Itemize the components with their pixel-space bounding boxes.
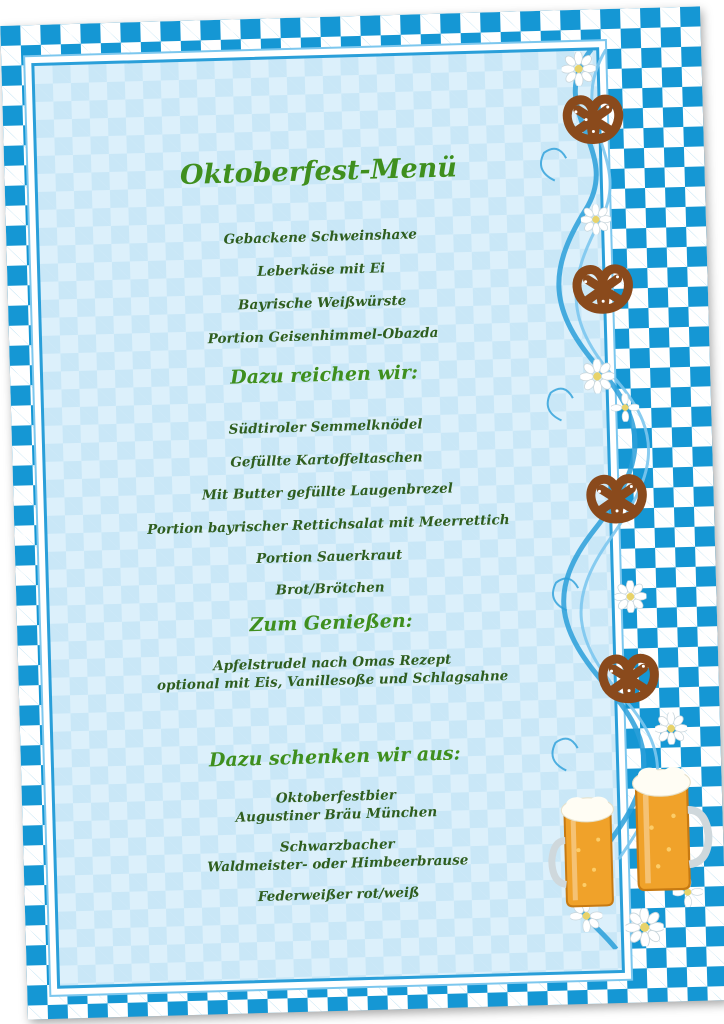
- pretzel-icon: [581, 468, 653, 530]
- side-item: Südtiroler Semmelknödel: [228, 416, 423, 438]
- menu-item: Leberkäse mit Ei: [257, 260, 386, 280]
- edelweiss-icon: [655, 712, 688, 745]
- edelweiss-icon: [580, 204, 611, 235]
- edelweiss-icon: [614, 580, 647, 613]
- menu-sheet: [0, 6, 724, 1019]
- drink-line: Oktoberfestbier: [275, 787, 397, 807]
- pretzel-icon: [567, 258, 639, 320]
- menu-item: Gebackene Schweinshaxe: [223, 226, 418, 248]
- side-item: Mit Butter gefüllte Laugenbrezel: [201, 480, 454, 504]
- edelweiss-icon: [580, 359, 615, 394]
- side-item: Portion Sauerkraut: [255, 546, 403, 568]
- drink-line: Federweißer rot/weiß: [257, 884, 420, 906]
- beer-mug-icon: [613, 758, 717, 896]
- side-item: Portion bayrischer Rettichsalat mit Meerrettich: [146, 511, 510, 539]
- page-title: Oktoberfest-Menü: [179, 152, 458, 191]
- dessert-line: optional mit Eis, Vanillesoße und Schlagsahne: [156, 668, 509, 694]
- drink-line: Waldmeister- oder Himbeerbrause: [207, 852, 469, 876]
- edelweiss-icon: [625, 908, 664, 947]
- side-item: Gefüllte Kartoffeltaschen: [230, 449, 423, 471]
- menu-text: [34, 50, 596, 906]
- side-item: Brot/Brötchen: [275, 579, 385, 599]
- drink-line: Schwarzbacher: [279, 836, 395, 856]
- section-heading-sides: Dazu reichen wir:: [229, 361, 419, 389]
- section-heading-drinks: Dazu schenken wir aus:: [208, 742, 461, 772]
- pretzel-icon: [593, 648, 665, 710]
- menu-item: Portion Geisenhimmel-Obazda: [207, 324, 439, 348]
- edelweiss-icon: [561, 51, 596, 86]
- dessert-line: Apfelstrudel nach Omas Rezept: [212, 651, 452, 675]
- menu-item: Bayrische Weißwürste: [237, 292, 407, 314]
- edelweiss-icon: [611, 393, 640, 422]
- pretzel-icon: [557, 88, 629, 150]
- drink-line: Augustiner Bräu München: [235, 804, 438, 826]
- section-heading-dessert: Zum Genießen:: [249, 609, 413, 637]
